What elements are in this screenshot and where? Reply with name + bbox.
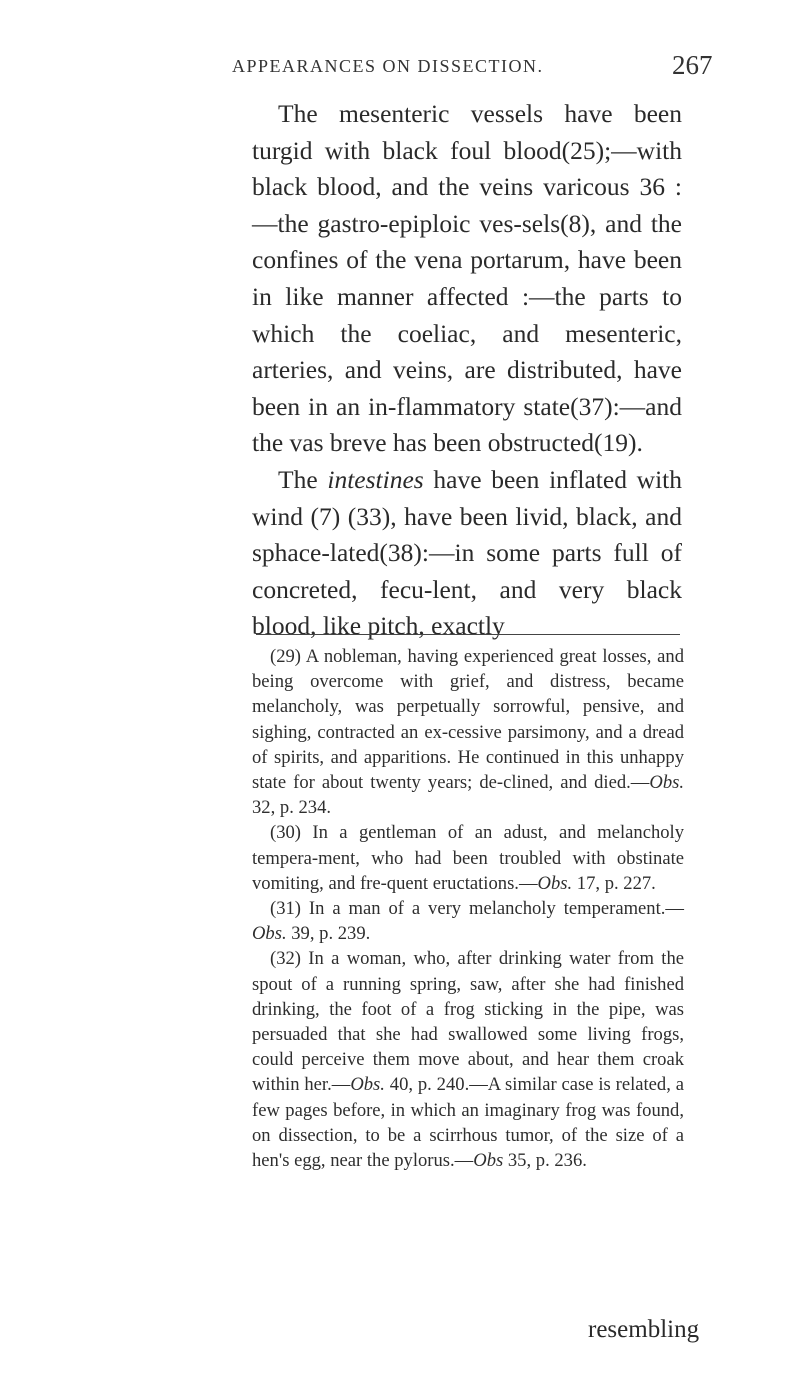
- footnotes: [252, 644, 684, 1173]
- running-title: APPEARANCES ON DISSECTION.: [232, 56, 544, 76]
- footnote-29-text: (29) A nobleman, having experienced great losses, and being overcome with grief, and distress, became melancholy, was perpetually sorrowful, pensive, and sighing, contracted an ex-cessive parsimony, and a dread of spirits, and apparitions. He continued in this unhappy state for about twenty years; de-clined, and died.—: [252, 646, 684, 794]
- footnote-29-ref: Obs.: [649, 772, 684, 794]
- page-header: [0, 44, 800, 84]
- footnote-32-ref2: Obs: [473, 1150, 504, 1172]
- footnote-divider: [256, 634, 680, 635]
- italic-intestines: intestines: [327, 464, 424, 494]
- footnote-29: [252, 644, 684, 820]
- main-text: [252, 96, 682, 645]
- paragraph-mesenteric-vessels: The mesenteric vessels have been turgid with black foul blood(25);—with black blood, and the veins varicous 36 :—the gastro-epiploic ves-sels(8), and the confines of the vena portarum, have been in like manner affected :—the parts to which the coeliac, and mesenteric, arteries, and veins, are distributed, have been in an in-flammatory state(37):—and the vas breve has been obstructed(19).: [252, 99, 682, 458]
- footnote-32-text: (32) In a woman, who, after drinking water from the spout of a running spring, saw, after she had finished drinking, the foot of a frog sticking in the pipe, was persuaded that she had swallowed some living frogs, could perceive them move about, and hear them croak within her.—: [252, 948, 684, 1096]
- footnote-32: [252, 946, 684, 1173]
- footnote-31-tail: 39, p. 239.: [286, 923, 371, 945]
- paragraph-intestines: [252, 462, 682, 645]
- footnote-30-ref: Obs.: [537, 872, 573, 894]
- paragraph-intestines-rest: have been inflated with wind (7) (33), have been livid, black, and sphace-lated(38):—in some parts full of concreted, fecu-lent, and very black blood, like pitch, exactly: [252, 464, 682, 641]
- footnote-30: [252, 820, 684, 896]
- page-number: 267: [672, 50, 713, 80]
- paragraph-intestines-start: The: [278, 464, 328, 494]
- footnote-31-ref: Obs.: [252, 923, 287, 945]
- footnote-29-tail: 32, p. 234.: [252, 797, 332, 819]
- footnote-31: [252, 896, 684, 946]
- footnote-32-tail2: 35, p. 236.: [503, 1150, 587, 1172]
- footnote-30-tail: 17, p. 227.: [572, 872, 656, 894]
- footnote-31-text: (31) In a man of a very melancholy temperament.—: [270, 898, 684, 920]
- footnote-32-tail: 40, p. 240.—A similar case is related, a few pages before, in which an imaginary frog was found, on dissection, to be a scirrhous tumor, of the size of a hen's egg, near the pylorus.—: [252, 1074, 684, 1172]
- footnote-32-ref: Obs.: [350, 1074, 385, 1096]
- footnote-30-text: (30) In a gentleman of an adust, and melancholy tempera-ment, who had been troubled with obstinate vomiting, and fre-quent eructations.—: [252, 822, 684, 894]
- catchword: resembling: [588, 1316, 700, 1343]
